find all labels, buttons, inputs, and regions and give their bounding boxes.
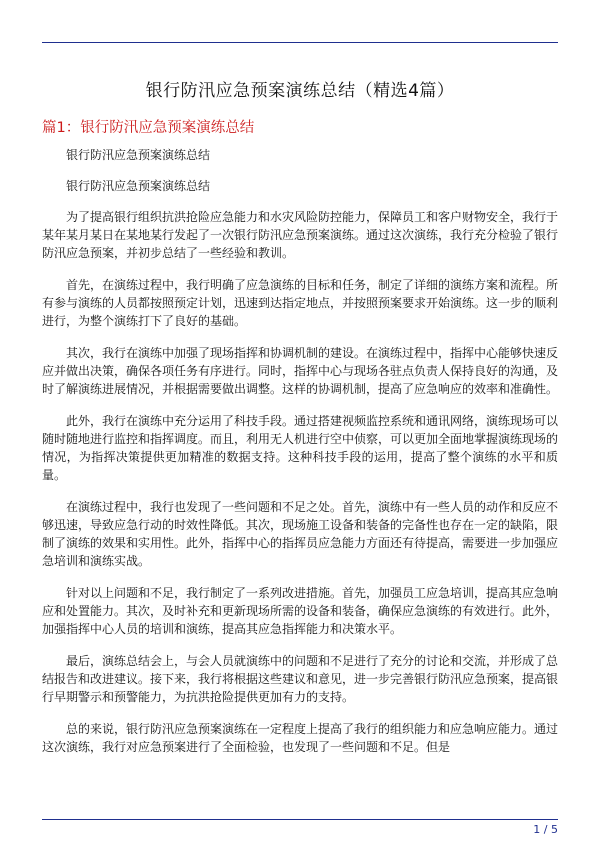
footer-rule — [42, 819, 558, 820]
document-body — [42, 146, 558, 770]
paragraph: 银行防汛应急预案演练总结 — [66, 179, 211, 193]
paragraph: 总的来说，银行防汛应急预案演练在一定程度上提高了我行的组织能力和应急响应能力。通过这次演练，我行对应急预案进行了全面检验，也发现了一些问题和不足。但是 — [42, 722, 559, 754]
document-title: 银行防汛应急预案演练总结（精选4篇） — [145, 81, 455, 101]
paragraph: 其次，我行在演练中加强了现场指挥和协调机制的建设。在演练过程中，指挥中心能够快速反应并做出决策，确保各项任务有序进行。同时，指挥中心与现场各驻点负责人保持良好的沟通，及时了解演练进展情况，并根据需要做出调整。这样的协调机制，提高了应急响应的效率和准确性。 — [42, 346, 559, 396]
section-heading: 篇1：银行防汛应急预案演练总结 — [42, 120, 255, 136]
paragraph: 在演练过程中，我行也发现了一些问题和不足之处。首先，演练中有一些人员的动作和反应不够迅速，导致应急行动的时效性降低。其次，现场施工设备和装备的完备性也存在一定的缺陷，限制了演练的效果和实用性。此外，指挥中心的指挥员应急能力方面还有待提高，需要进一步加强应急培训和演练实战。 — [42, 500, 559, 568]
header-rule — [42, 42, 558, 43]
paragraph: 最后，演练总结会上，与会人员就演练中的问题和不足进行了充分的讨论和交流，并形成了总结报告和改进建议。接下来，我行将根据这些建议和意见，进一步完善银行防汛应急预案，提高银行早期警示和预警能力，为抗洪抢险提供更加有力的支持。 — [42, 654, 559, 704]
paragraph: 首先，在演练过程中，我行明确了应急演练的目标和任务，制定了详细的演练方案和流程。所有参与演练的人员都按照预定计划，迅速到达指定地点，并按照预案要求开始演练。这一步的顺利进行，为整个演练打下了良好的基础。 — [42, 278, 559, 328]
paragraph: 针对以上问题和不足，我行制定了一系列改进措施。首先，加强员工应急培训，提高其应急响应和处置能力。其次，及时补充和更新现场所需的设备和装备，确保应急演练的有效进行。此外，加强指挥中心人员的培训和演练，提高其应急指挥能力和决策水平。 — [42, 586, 559, 636]
page-number: 1 / 5 — [533, 823, 558, 836]
paragraph: 为了提高银行组织抗洪抢险应急能力和水灾风险防控能力，保障员工和客户财物安全，我行于某年某月某日在某地某行发起了一次银行防汛应急预案演练。通过这次演练，我行充分检验了银行防汛应急预案，并初步总结了一些经验和教训。 — [42, 210, 559, 260]
paragraph: 此外，我行在演练中充分运用了科技手段。通过搭建视频监控系统和通讯网络，演练现场可以随时随地进行监控和指挥调度。而且，利用无人机进行空中侦察，可以更加全面地掌握演练现场的情况，为指挥决策提供更加精准的数据支持。这种科技手段的运用，提高了整个演练的水平和质量。 — [42, 414, 559, 482]
paragraph: 银行防汛应急预案演练总结 — [66, 148, 211, 162]
